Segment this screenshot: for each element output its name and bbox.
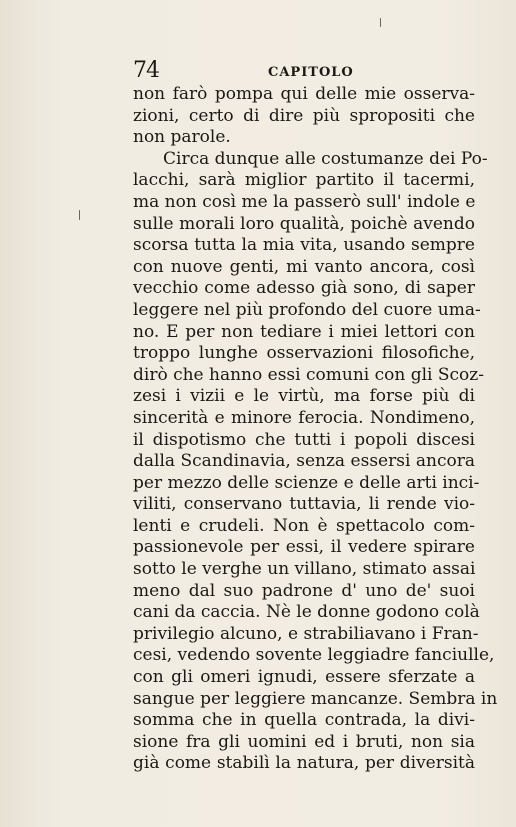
text-line: Circa dunque alle costumanze dei Po-: [163, 148, 488, 169]
text-line: zesi i vizii e le virtù, ma forse più di: [133, 386, 475, 407]
text-line: sangue per leggiere mancanze. Sembra in: [133, 688, 498, 709]
text-line: già come stabilì la natura, per diversità: [133, 753, 475, 774]
text-line: non farò pompa qui delle mie osserva-: [133, 84, 475, 104]
text-line: troppo lunghe osservazioni filosofiche,: [133, 343, 475, 364]
text-line: viliti, conservano tuttavia, li rende vio-: [133, 494, 475, 515]
text-line: lacchi, sarà miglior partito il tacermi,: [133, 170, 475, 191]
text-line: ma non così me la passerò sull' indole e: [133, 191, 476, 212]
text-line: scorsa tutta la mia vita, usando sempre: [133, 235, 475, 256]
paper-speck: [380, 18, 381, 27]
text-line: per mezzo delle scienze e delle arti inci-: [133, 472, 480, 493]
text-line: cesi, vedendo sovente leggiadre fanciulle,: [133, 645, 495, 666]
text-line: il dispotismo che tutti i popoli discesi: [133, 429, 475, 450]
text-line: non parole.: [133, 127, 231, 148]
text-line: sotto le verghe un villano, stimato assai: [133, 559, 476, 580]
text-line: zioni, certo di dire più spropositi che: [133, 105, 475, 126]
text-line: cani da caccia. Nè le donne godono colà: [133, 602, 480, 623]
paper-speck: [79, 210, 80, 220]
text-line: sulle morali loro qualità, poichè avendo: [133, 213, 475, 234]
page-number: 74: [133, 58, 159, 83]
text-line: leggere nel più profondo del cuore uma-: [133, 299, 481, 320]
running-head: CAPITOLO: [268, 65, 354, 80]
text-line: dalla Scandinavia, senza essersi ancora: [133, 451, 475, 472]
text-line: con gli omeri ignudi, essere sferzate a: [133, 667, 475, 688]
text-line: sione fra gli uomini ed i bruti, non sia: [133, 731, 475, 752]
text-line: somma che in quella contrada, la divi-: [133, 710, 475, 731]
text-line: vecchio come adesso già sono, di saper: [133, 278, 475, 299]
body-text: [133, 84, 498, 775]
text-line: passionevole per essi, il vedere spirare: [133, 537, 475, 558]
text-line: dirò che hanno essi comuni con gli Scoz-: [133, 364, 484, 385]
text-line: sincerità e minore ferocia. Nondimeno,: [133, 407, 475, 428]
text-line: privilegio alcuno, e strabiliavano i Fran-: [133, 623, 479, 644]
text-line: meno dal suo padrone d' uno de' suoi: [133, 580, 475, 601]
text-line: con nuove genti, mi vanto ancora, così: [133, 256, 475, 277]
text-line: lenti e crudeli. Non è spettacolo com-: [133, 515, 475, 536]
text-line: no. E per non tediare i miei lettori con: [133, 321, 475, 342]
